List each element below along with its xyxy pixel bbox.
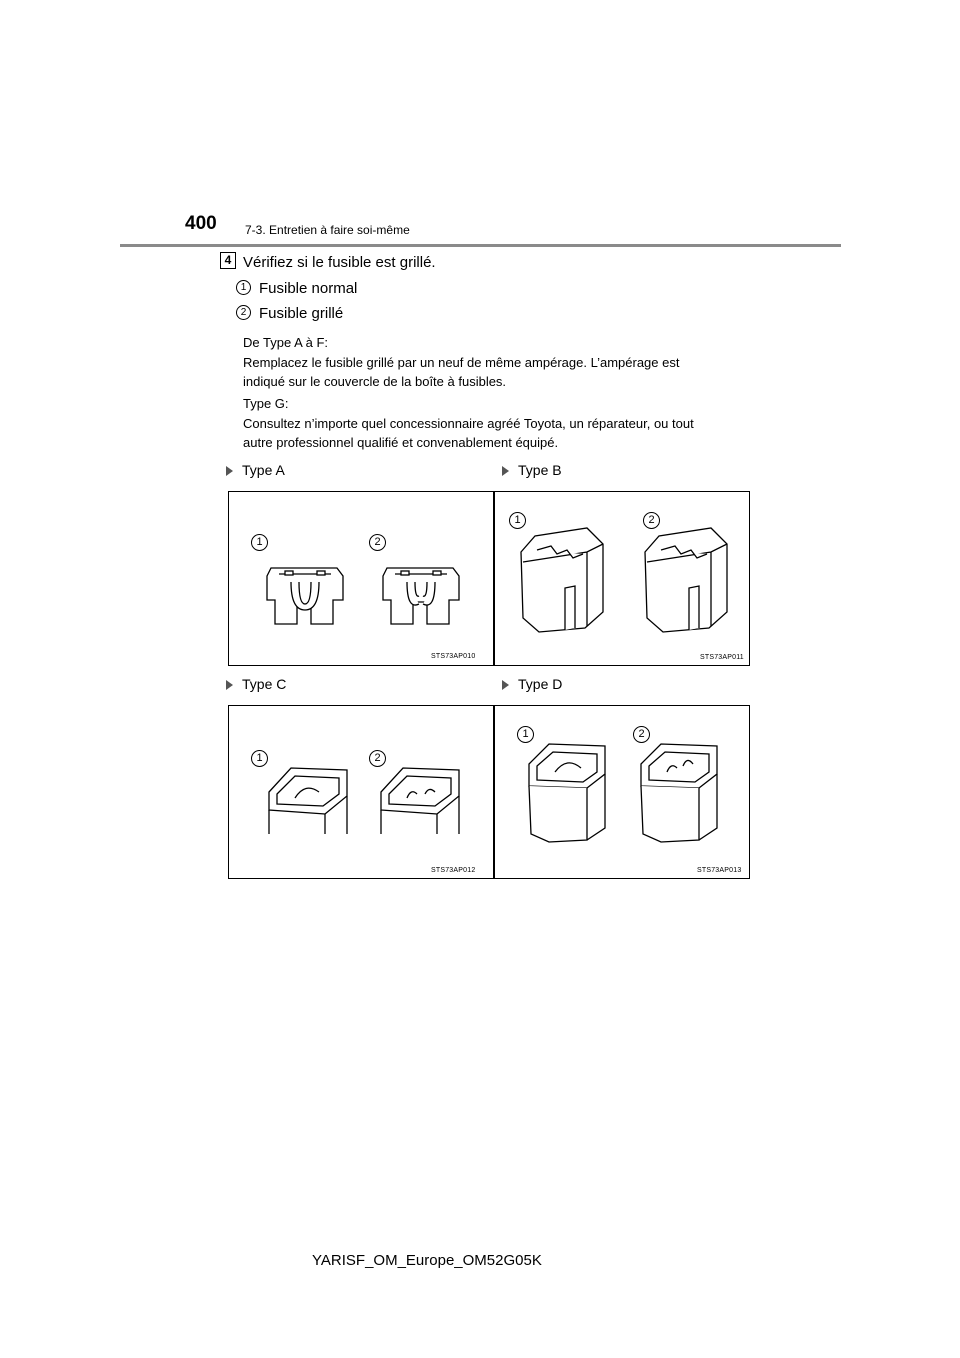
figure-type-d <box>494 705 750 879</box>
step-text: Vérifiez si le fusible est grillé. <box>243 254 436 271</box>
figure-marker-1: 1 <box>251 750 268 767</box>
note-line: autre professionnel qualifié et convenablement équipé. <box>243 435 559 450</box>
section-title: 7-3. Entretien à faire soi-même <box>245 223 410 237</box>
item-marker-2: 2 <box>236 305 251 320</box>
figure-marker-2: 2 <box>643 512 660 529</box>
triangle-bullet-icon <box>502 466 509 476</box>
document-id: YARISF_OM_Europe_OM52G05K <box>312 1252 542 1269</box>
figure-marker-2: 2 <box>369 750 386 767</box>
figure-marker-1: 1 <box>509 512 526 529</box>
figure-type-a <box>228 491 494 666</box>
figure-marker-2: 2 <box>633 726 650 743</box>
note-heading: Type G: <box>243 396 289 411</box>
figure-label-type-c: Type C <box>242 676 287 692</box>
item-label-normal: Fusible normal <box>259 280 358 297</box>
triangle-bullet-icon <box>502 680 509 690</box>
item-label-blown: Fusible grillé <box>259 305 344 322</box>
header-rule <box>120 244 841 247</box>
figure-code: STS73AP011 <box>700 654 744 661</box>
note-line: Consultez n’importe quel concessionnaire agréé Toyota, un réparateur, ou tout <box>243 415 694 431</box>
triangle-bullet-icon <box>226 466 233 476</box>
triangle-bullet-icon <box>226 680 233 690</box>
figure-marker-2: 2 <box>369 534 386 551</box>
figure-code: STS73AP013 <box>697 867 742 874</box>
figure-type-c <box>228 705 494 879</box>
figure-type-b <box>494 491 750 666</box>
figure-label-type-a: Type A <box>242 462 285 478</box>
fuse-type-b-illustration <box>495 492 751 667</box>
figure-label-type-d: Type D <box>518 676 563 692</box>
figure-code: STS73AP012 <box>431 867 476 874</box>
figure-marker-1: 1 <box>517 726 534 743</box>
note-types-a-f <box>243 333 745 392</box>
fuse-type-c-illustration <box>229 706 495 880</box>
step-number-box: 4 <box>220 252 236 269</box>
figure-marker-1: 1 <box>251 534 268 551</box>
figure-code: STS73AP010 <box>431 653 476 660</box>
note-line: Remplacez le fusible grillé par un neuf de même ampérage. L’ampérage est <box>243 354 680 370</box>
note-type-g <box>243 394 745 453</box>
item-marker-1: 1 <box>236 280 251 295</box>
fuse-type-a-illustration <box>229 492 495 667</box>
note-heading: De Type A à F: <box>243 335 329 350</box>
note-line: indiqué sur le couvercle de la boîte à fusibles. <box>243 374 507 389</box>
page-number: 400 <box>185 213 217 234</box>
figure-label-type-b: Type B <box>518 462 562 478</box>
